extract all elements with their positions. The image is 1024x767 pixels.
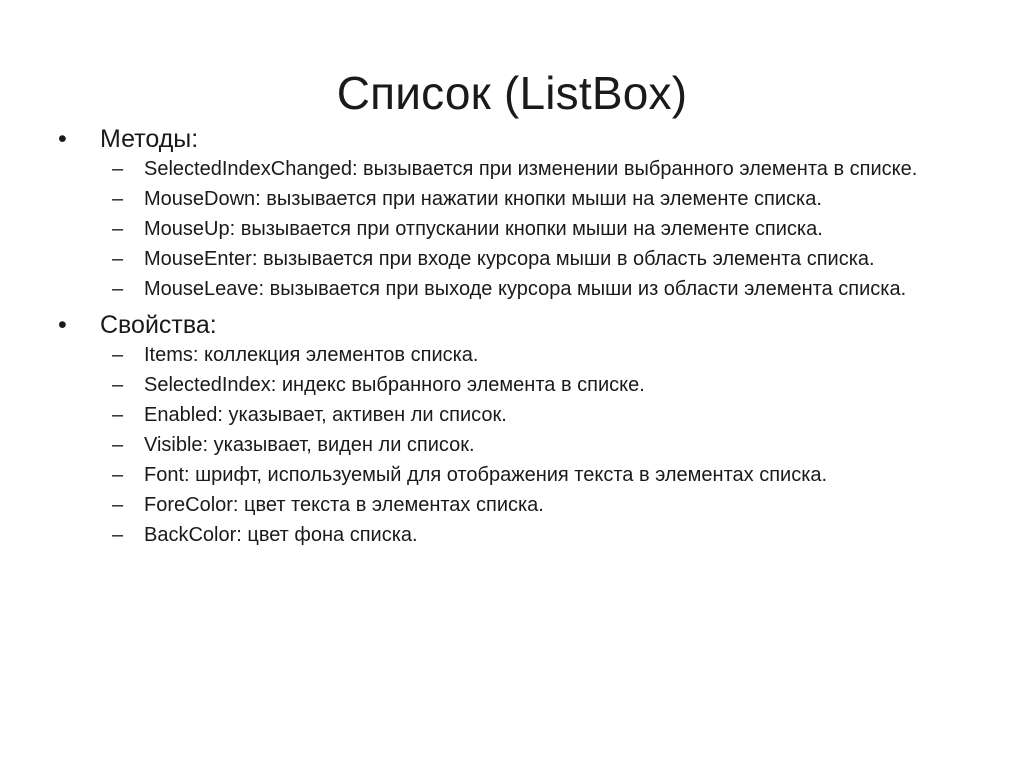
list-item: [112, 218, 976, 241]
list-item-text: SelectedIndexChanged: вызывается при изменении выбранного элемента в списке.: [144, 158, 918, 180]
list-item-text: Items: коллекция элементов списка.: [144, 344, 479, 366]
section-properties: [56, 308, 976, 547]
dash-icon: –: [112, 524, 124, 546]
section-methods: [56, 122, 976, 301]
section-heading: [56, 308, 976, 342]
list-item: [112, 494, 976, 517]
list-item: [112, 344, 976, 367]
properties-list: [56, 344, 976, 547]
list-item-text: MouseDown: вызывается при нажатии кнопки мыши на элементе списка.: [144, 188, 822, 210]
list-item: [112, 464, 976, 487]
dash-icon: –: [112, 374, 124, 396]
methods-list: [56, 158, 976, 301]
slide-title: Список (ListBox): [336, 66, 688, 119]
dash-icon: –: [112, 404, 124, 426]
list-item-text: Enabled: указывает, активен ли список.: [144, 404, 507, 426]
dash-icon: –: [112, 494, 124, 516]
section-heading-text: Свойства:: [100, 311, 217, 339]
list-item: [112, 524, 976, 547]
list-item: [112, 434, 976, 457]
list-item-text: MouseEnter: вызывается при входе курсора мыши в область элемента списка.: [144, 248, 875, 270]
list-item-text: MouseUp: вызывается при отпускании кнопки мыши на элементе списка.: [144, 218, 823, 240]
list-item-text: Font: шрифт, используемый для отображения текста в элементах списка.: [144, 464, 828, 486]
dash-icon: –: [112, 158, 124, 180]
section-heading-text: Методы:: [100, 125, 199, 153]
dash-icon: –: [112, 188, 124, 210]
list-item: [112, 404, 976, 427]
list-item-text: BackColor: цвет фона списка.: [144, 524, 418, 546]
bullet-icon: •: [58, 125, 67, 153]
dash-icon: –: [112, 434, 124, 456]
list-item: [112, 188, 976, 211]
list-item-text: ForeColor: цвет текста в элементах списка.: [144, 494, 544, 516]
section-heading: [56, 122, 976, 156]
list-item: [112, 248, 976, 271]
list-item-text: Visible: указывает, виден ли список.: [144, 434, 475, 456]
list-item: [112, 374, 976, 397]
dash-icon: –: [112, 464, 124, 486]
list-item: [112, 278, 976, 301]
dash-icon: –: [112, 248, 124, 270]
dash-icon: –: [112, 344, 124, 366]
dash-icon: –: [112, 278, 124, 300]
list-item-text: MouseLeave: вызывается при выходе курсора мыши из области элемента списка.: [144, 278, 907, 300]
bullet-icon: •: [58, 311, 67, 339]
slide-content: [56, 122, 976, 554]
list-item-text: SelectedIndex: индекс выбранного элемента в списке.: [144, 374, 645, 396]
dash-icon: –: [112, 218, 124, 240]
list-item: [112, 158, 976, 181]
